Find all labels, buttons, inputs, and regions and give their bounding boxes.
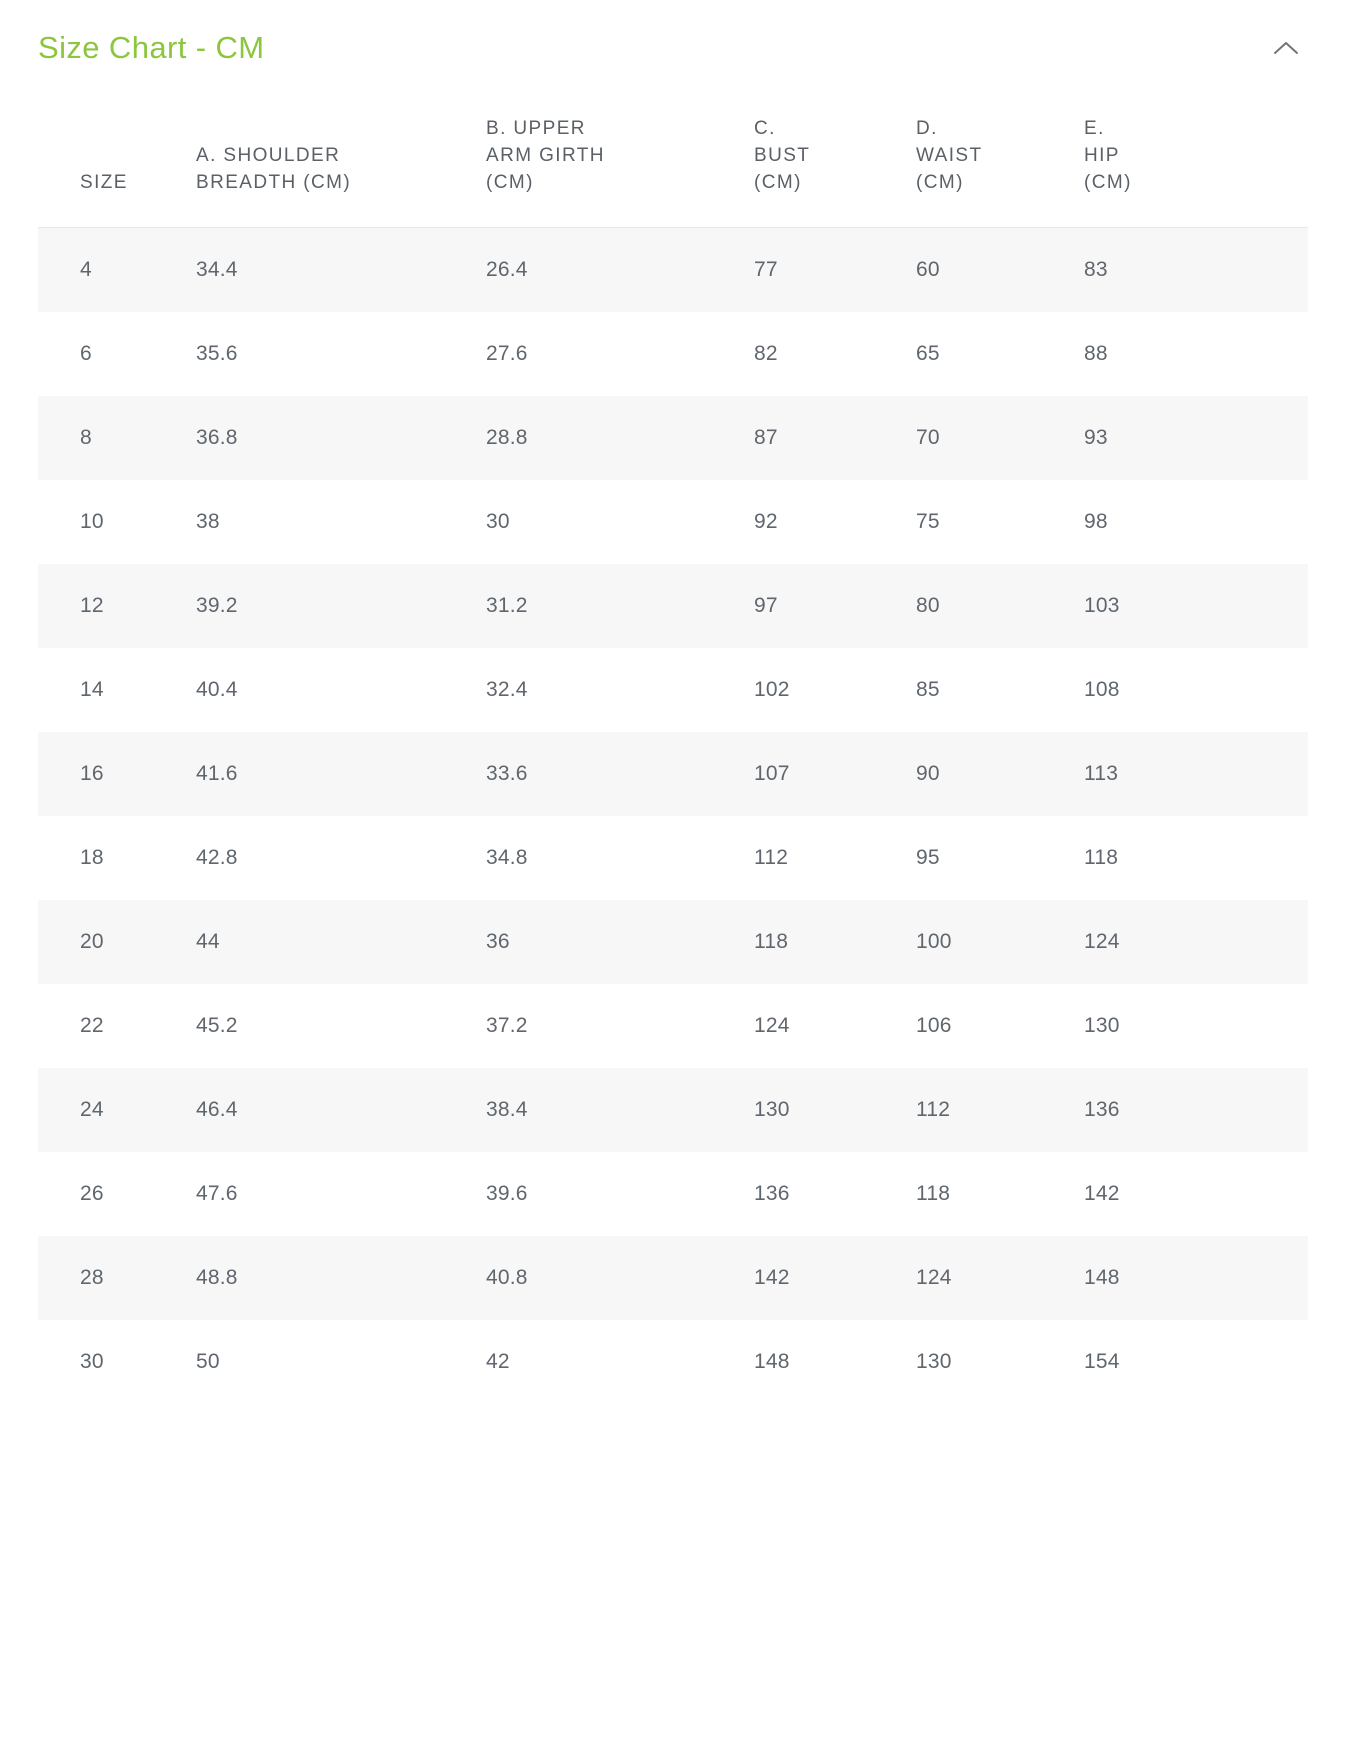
table-cell: 77 xyxy=(754,257,778,281)
table-cell: 103 xyxy=(1084,593,1120,617)
header-line: C. xyxy=(754,118,776,139)
table-cell: 28 xyxy=(80,1265,104,1289)
table-cell: 124 xyxy=(754,1013,790,1037)
table-cell: 118 xyxy=(916,1181,951,1205)
table-cell: 136 xyxy=(1084,1097,1120,1121)
table-cell: 4 xyxy=(80,257,92,281)
table-cell: 80 xyxy=(916,593,940,617)
table-cell: 85 xyxy=(916,677,940,701)
table-cell: 28.8 xyxy=(486,425,528,449)
table-cell: 37.2 xyxy=(486,1013,528,1037)
table-cell: 30 xyxy=(486,509,510,533)
header-line: (CM) xyxy=(916,171,964,193)
column-header-shoulder-breadth xyxy=(186,94,476,227)
table-row xyxy=(38,648,1308,732)
header-line: BUST xyxy=(754,144,811,166)
table-cell: 39.6 xyxy=(486,1181,528,1205)
column-header-size xyxy=(38,94,186,227)
header-line: D. xyxy=(916,118,938,139)
table-cell: 45.2 xyxy=(196,1013,238,1037)
table-cell: 60 xyxy=(916,257,940,281)
table-cell: 26 xyxy=(80,1181,104,1205)
table-cell: 18 xyxy=(80,845,104,869)
table-cell: 65 xyxy=(916,341,940,365)
table-cell: 92 xyxy=(754,509,778,533)
panel-header[interactable] xyxy=(0,0,1346,94)
table-cell: 75 xyxy=(916,509,940,533)
table-cell: 93 xyxy=(1084,425,1108,449)
header-line: BREADTH (CM) xyxy=(196,171,352,193)
table-cell: 8 xyxy=(80,425,92,449)
table-cell: 136 xyxy=(754,1181,790,1205)
table-cell: 88 xyxy=(1084,341,1108,365)
table-row xyxy=(38,564,1308,648)
table-cell: 14 xyxy=(80,677,104,701)
table-row xyxy=(38,312,1308,396)
table-cell: 36 xyxy=(486,929,510,953)
table-cell: 87 xyxy=(754,425,778,449)
table-row xyxy=(38,396,1308,480)
table-row xyxy=(38,480,1308,564)
table-cell: 36.8 xyxy=(196,425,238,449)
table-cell: 35.6 xyxy=(196,341,238,365)
table-cell: 112 xyxy=(754,845,789,869)
table-header xyxy=(38,94,1308,227)
table-cell: 98 xyxy=(1084,509,1108,533)
table-cell: 47.6 xyxy=(196,1181,238,1205)
table-cell: 130 xyxy=(754,1097,790,1121)
column-header-upper-arm-girth xyxy=(476,94,744,227)
table-cell: 38.4 xyxy=(486,1097,528,1121)
table-cell: 148 xyxy=(754,1349,790,1373)
table-cell: 24 xyxy=(80,1097,104,1121)
table-cell: 83 xyxy=(1084,257,1108,281)
table-cell: 124 xyxy=(1084,929,1120,953)
table-cell: 108 xyxy=(1084,677,1120,701)
table-cell: 20 xyxy=(80,929,104,953)
table-cell: 40.8 xyxy=(486,1265,528,1289)
table-cell: 90 xyxy=(916,761,940,785)
header-line: E. xyxy=(1084,118,1105,139)
table-cell: 113 xyxy=(1084,761,1119,785)
table-cell: 148 xyxy=(1084,1265,1120,1289)
table-cell: 48.8 xyxy=(196,1265,238,1289)
header-line: (CM) xyxy=(486,171,534,193)
table-row xyxy=(38,1152,1308,1236)
table-cell: 102 xyxy=(754,677,790,701)
table-cell: 27.6 xyxy=(486,341,528,365)
table-row xyxy=(38,732,1308,816)
table-cell: 118 xyxy=(754,929,789,953)
table-cell: 6 xyxy=(80,341,92,365)
header-line: WAIST xyxy=(916,144,983,166)
table-cell: 44 xyxy=(196,929,220,953)
header-line: A. SHOULDER xyxy=(196,144,341,166)
column-header-hip xyxy=(1074,94,1308,227)
table-cell: 130 xyxy=(916,1349,952,1373)
table-row xyxy=(38,1320,1308,1404)
table-cell: 42.8 xyxy=(196,845,238,869)
table-body xyxy=(38,227,1308,1404)
size-chart-table xyxy=(38,94,1308,1404)
table-cell: 38 xyxy=(196,509,220,533)
header-line: ARM GIRTH xyxy=(486,144,605,166)
table-cell: 16 xyxy=(80,761,104,785)
table-cell: 34.8 xyxy=(486,845,528,869)
table-cell: 31.2 xyxy=(486,593,528,617)
table-cell: 97 xyxy=(754,593,778,617)
table-cell: 12 xyxy=(80,593,104,617)
table-cell: 70 xyxy=(916,425,940,449)
table-row xyxy=(38,1068,1308,1152)
table-cell: 40.4 xyxy=(196,677,238,701)
table-cell: 34.4 xyxy=(196,257,238,281)
header-line: B. UPPER xyxy=(486,118,586,139)
chevron-up-icon[interactable] xyxy=(1266,28,1306,68)
table-row xyxy=(38,816,1308,900)
table-cell: 22 xyxy=(80,1013,104,1037)
table-cell: 46.4 xyxy=(196,1097,238,1121)
table-cell: 112 xyxy=(916,1097,951,1121)
table-row xyxy=(38,1236,1308,1320)
page-title: Size Chart - CM xyxy=(38,30,265,65)
table-header-row xyxy=(38,94,1308,227)
table-row xyxy=(38,984,1308,1068)
table-cell: 154 xyxy=(1084,1349,1120,1373)
table-cell: 107 xyxy=(754,761,790,785)
table-cell: 118 xyxy=(1084,845,1119,869)
chevron-up-glyph xyxy=(1273,40,1299,56)
table-cell: 95 xyxy=(916,845,940,869)
table-cell: 142 xyxy=(754,1265,790,1289)
table-cell: 82 xyxy=(754,341,778,365)
table-cell: 106 xyxy=(916,1013,952,1037)
table-cell: 41.6 xyxy=(196,761,238,785)
table-row xyxy=(38,227,1308,312)
table-cell: 33.6 xyxy=(486,761,528,785)
table-row xyxy=(38,900,1308,984)
table-cell: 100 xyxy=(916,929,952,953)
header-line: HIP xyxy=(1084,144,1120,166)
table-cell: 10 xyxy=(80,509,104,533)
table-cell: 142 xyxy=(1084,1181,1120,1205)
column-header-bust xyxy=(744,94,906,227)
header-line: (CM) xyxy=(1084,171,1132,193)
table-cell: 124 xyxy=(916,1265,952,1289)
table-cell: 42 xyxy=(486,1349,510,1373)
column-header-waist xyxy=(906,94,1074,227)
header-line: SIZE xyxy=(80,171,128,193)
table-cell: 32.4 xyxy=(486,677,528,701)
header-line: (CM) xyxy=(754,171,802,193)
table-cell: 26.4 xyxy=(486,257,528,281)
table-cell: 50 xyxy=(196,1349,220,1373)
table-cell: 130 xyxy=(1084,1013,1120,1037)
table-cell: 30 xyxy=(80,1349,104,1373)
size-table-container xyxy=(0,94,1346,1404)
table-cell: 39.2 xyxy=(196,593,238,617)
